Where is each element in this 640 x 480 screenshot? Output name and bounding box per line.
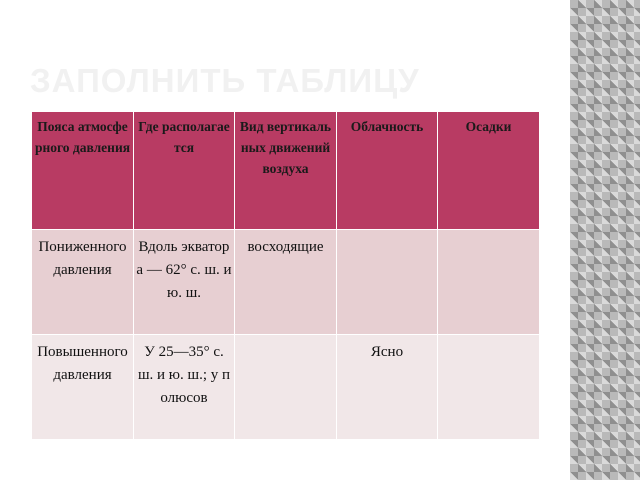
table-row — [32, 335, 540, 440]
slide-title: ЗАПОЛНИТЬ ТАБЛИЦУ — [30, 62, 420, 99]
header-pressure-belts: Пояса атмосферного давления — [32, 112, 134, 230]
cell-cloudiness-high: Ясно — [337, 335, 438, 440]
header-location: Где располагается — [134, 112, 235, 230]
pressure-belts-table — [31, 111, 540, 440]
table-header-row — [32, 112, 540, 230]
cell-belt-high: Повышенного давления — [32, 335, 134, 440]
header-cloudiness: Облачность — [337, 112, 438, 230]
cell-motion-high[interactable] — [235, 335, 337, 440]
cell-location-high: У 25—35° с. ш. и ю. ш.; у полюсов — [134, 335, 235, 440]
cell-belt-low: Пониженного давления — [32, 230, 134, 335]
cell-cloudiness-low[interactable] — [337, 230, 438, 335]
header-vertical-motion: Вид вертикальных движений воздуха — [235, 112, 337, 230]
decorative-pattern-strip — [570, 0, 640, 480]
header-precipitation: Осадки — [438, 112, 540, 230]
cell-precipitation-low[interactable] — [438, 230, 540, 335]
cell-precipitation-high[interactable] — [438, 335, 540, 440]
table-row — [32, 230, 540, 335]
cell-motion-low: восходящие — [235, 230, 337, 335]
cell-location-low: Вдоль экватора — 62° с. ш. и ю. ш. — [134, 230, 235, 335]
